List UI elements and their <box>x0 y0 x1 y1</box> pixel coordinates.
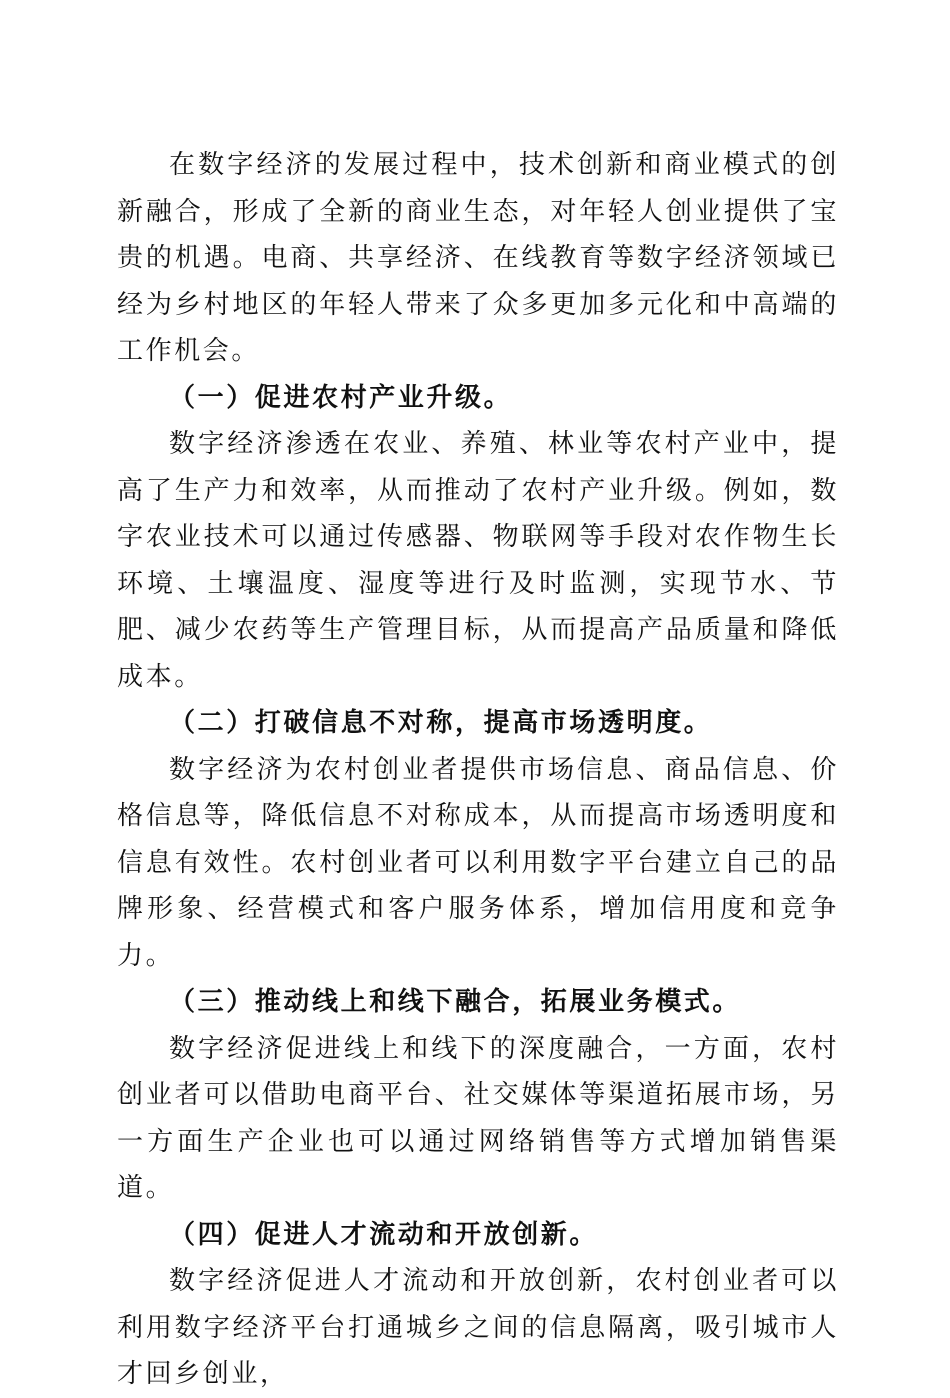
section-paragraph-1: 数字经济渗透在农业、养殖、林业等农村产业中，提高了生产力和效率，从而推动了农村产业升级。例如，数字农业技术可以通过传感器、物联网等手段对农作物生长环境、土壤温度、湿度等进行及时监测，实现节水、节肥、减少农药等生产管理目标，从而提高产品质量和降低成本。 <box>117 429 839 692</box>
section-paragraph-2: 数字经济为农村创业者提供市场信息、商品信息、价格信息等，降低信息不对称成本，从而提高市场透明度和信息有效性。农村创业者可以利用数字平台建立自己的品牌形象、经营模式和客户服务体系，增加信用度和竞争力。 <box>117 754 839 971</box>
section-heading-1: （一）促进农村产业升级。 <box>169 382 513 413</box>
section-paragraph-4: 数字经济促进人才流动和开放创新，农村创业者可以利用数字经济平台打通城乡之间的信息隔离，吸引城市人才回乡创业， <box>117 1266 839 1389</box>
section-heading-3: （三）推动线上和线下融合，拓展业务模式。 <box>169 987 742 1017</box>
section-heading-2: （二）打破信息不对称，提高市场透明度。 <box>169 708 713 738</box>
intro-paragraph: 在数字经济的发展过程中，技术创新和商业模式的创新融合，形成了全新的商业生态，对年轻人创业提供了宝贵的机遇。电商、共享经济、在线教育等数字经济领域已经为乡村地区的年轻人带来了众多更加多元化和中高端的工作机会。 <box>117 150 839 366</box>
section-heading-4: （四）促进人才流动和开放创新。 <box>169 1219 599 1250</box>
document-body <box>117 142 839 1398</box>
section-paragraph-3: 数字经济促进线上和线下的深度融合，一方面，农村创业者可以借助电商平台、社交媒体等渠道拓展市场，另一方面生产企业也可以通过网络销售等方式增加销售渠道。 <box>117 1033 839 1203</box>
